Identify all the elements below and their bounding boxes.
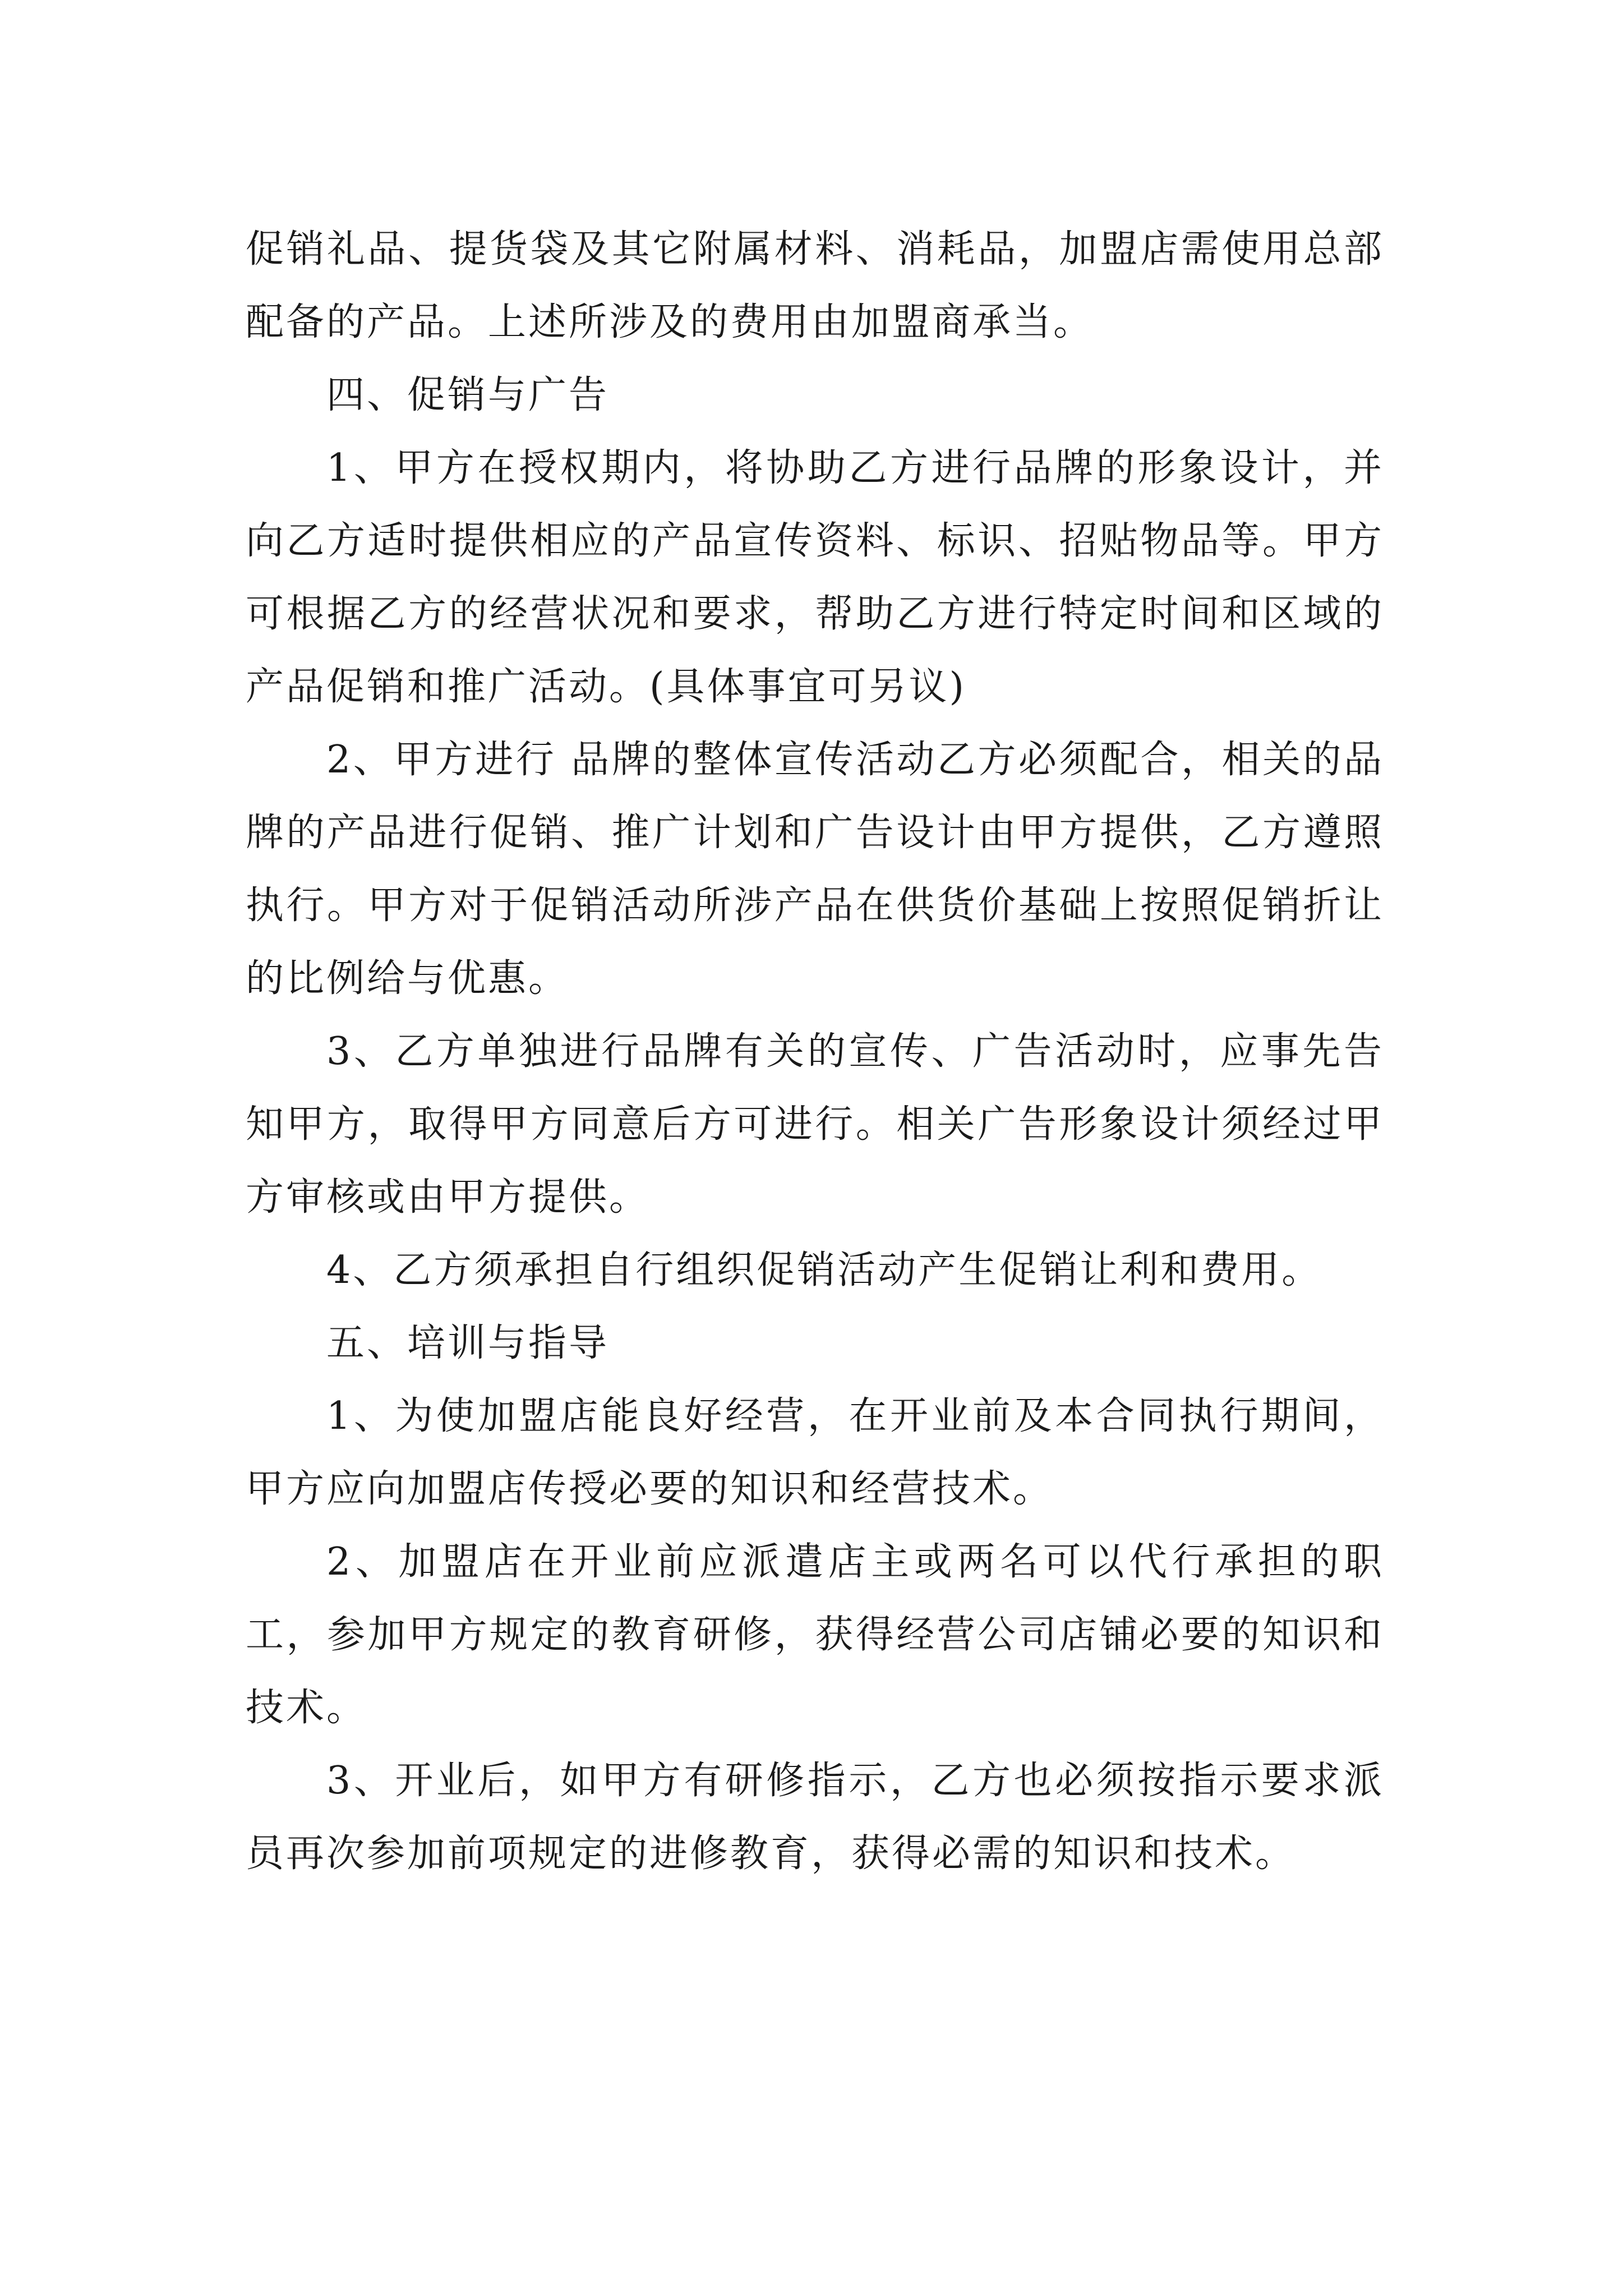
section-heading-training: 五、培训与指导 (326, 1321, 610, 1365)
paragraph-promotion-3: 3、乙方单独进行品牌有关的宣传、广告活动时，应事先告知甲方，取得甲方同意后方可进行。相关广告形象设计须经过甲方审核或由甲方提供。 (246, 1029, 1384, 1220)
paragraph-training-3: 3、开业后，如甲方有研修指示，乙方也必须按指示要求派员再次参加前项规定的进修教育，获得必需的知识和技术。 (246, 1759, 1384, 1876)
paragraph-training-1: 1、为使加盟店能良好经营，在开业前及本合同执行期间，甲方应向加盟店传授必要的知识和经营技术。 (246, 1394, 1384, 1511)
paragraph-promotion-2: 2、甲方进行 品牌的整体宣传活动乙方必须配合，相关的品牌的产品进行促销、推广计划和广告设计由甲方提供，乙方遵照执行。甲方对于促销活动所涉产品在供货价基础上按照促销折让的比例给与优惠。 (246, 738, 1384, 1001)
document-body (246, 213, 1384, 1890)
paragraph-continuation: 促销礼品、提货袋及其它附属材料、消耗品，加盟店需使用总部配备的产品。上述所涉及的费用由加盟商承当。 (246, 227, 1384, 344)
paragraph-promotion-1: 1、甲方在授权期内，将协助乙方进行品牌的形象设计，并向乙方适时提供相应的产品宣传资料、标识、招贴物品等。甲方可根据乙方的经营状况和要求，帮助乙方进行特定时间和区域的产品促销和推广活动。(具体事宜可另议) (246, 446, 1384, 709)
paragraph-promotion-4: 4、乙方须承担自行组织促销活动产生促销让利和费用。 (326, 1248, 1322, 1292)
paragraph-training-2: 2、加盟店在开业前应派遣店主或两名可以代行承担的职工，参加甲方规定的教育研修，获得经营公司店铺必要的知识和技术。 (246, 1540, 1384, 1730)
section-heading-promotion: 四、促销与广告 (326, 373, 610, 417)
